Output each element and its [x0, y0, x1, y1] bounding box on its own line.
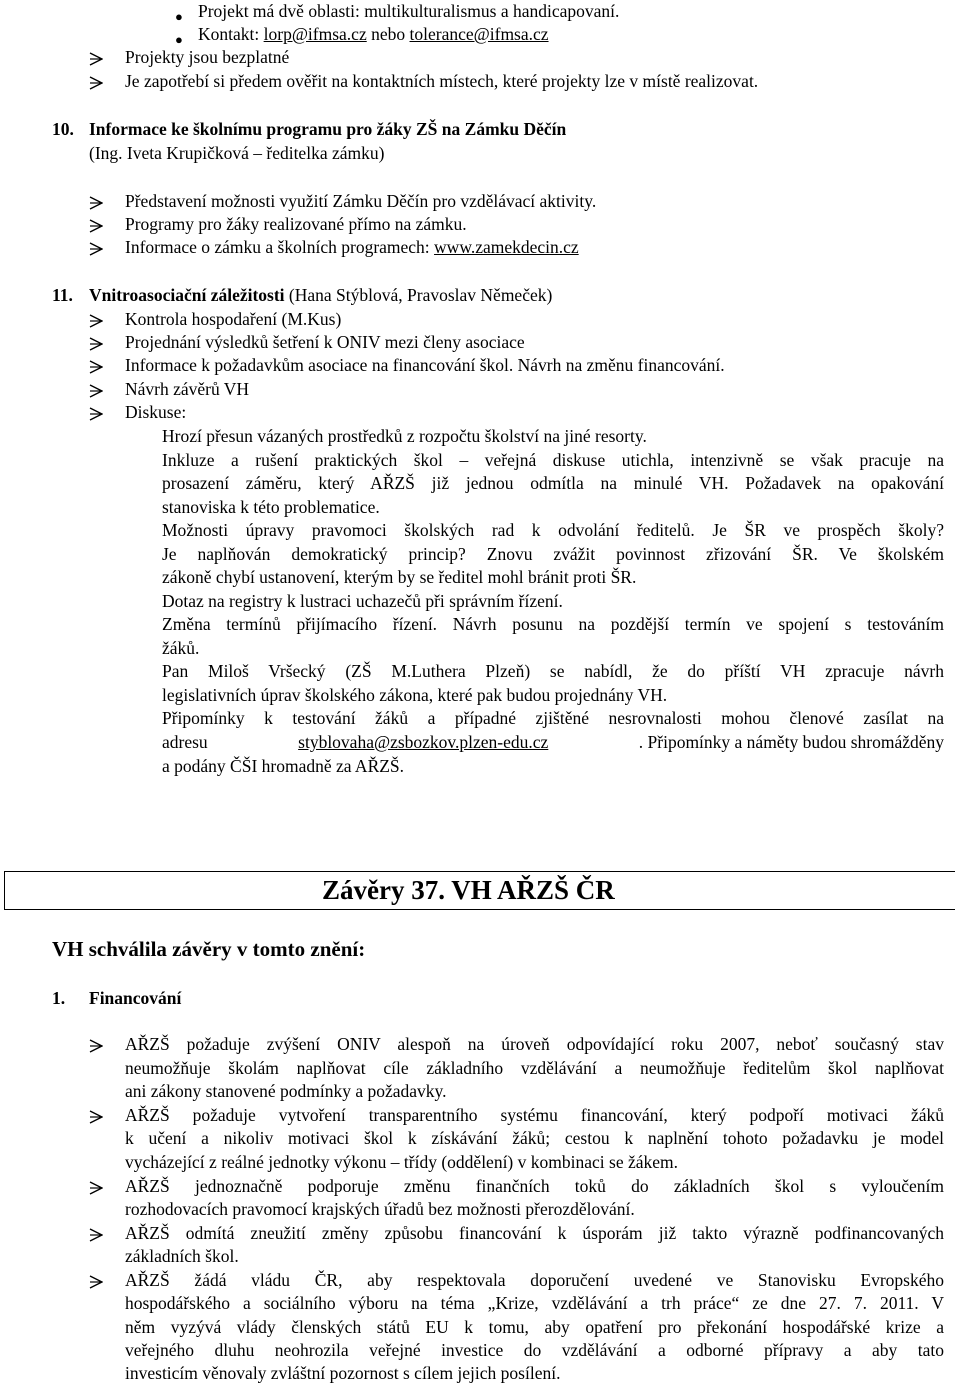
arrow-bullet-icon	[89, 219, 103, 233]
discussion-text: Hrozí přesun vázaných prostředků z rozpočtu školství na jiné resorty.	[162, 426, 647, 446]
arrow-bullet-icon	[89, 1110, 103, 1124]
contact-or: nebo	[366, 24, 410, 44]
address-suffix: . Připomínky a náměty budou shromážděny	[638, 732, 944, 752]
discussion-text	[162, 731, 944, 755]
conclusion-text: neumožňuje školám naplňovat cíle základního vzdělávání a neumožňuje ředitelům škol naplňovat	[125, 1058, 944, 1078]
address-label: adresu	[162, 732, 208, 752]
arrow-bullet-icon	[89, 360, 103, 374]
conclusion-text: AŘZŠ jednoznačně podporuje změnu finančních toků do základních škol s vyloučením	[125, 1176, 944, 1196]
conclusion-text: hospodářského a sociálního výboru na téma „Krize, vzdělávání a trh práce“ ze dne 27. 7. 2011. V	[125, 1293, 944, 1313]
conclusions-subheading: VH schválila závěry v tomto znění:	[52, 937, 366, 961]
conclusion-text: k učení a nikoliv motivaci škol k získávání žáků; cestou k naplnění tohoto požadavku je model	[125, 1128, 944, 1148]
section-11-people: (Hana Stýblová, Pravoslav Němeček)	[284, 285, 553, 305]
discussion-text: legislativních úprav školského zákona, které pak budou projednány VH.	[162, 685, 668, 705]
section-11-title: Vnitroasociační záležitosti	[89, 285, 285, 305]
discussion-text: Inkluze a rušení praktických škol – veřejná diskuse utichla, intenzivně se však pracuje na	[162, 450, 944, 470]
list-item: Návrh závěrů VH	[125, 379, 250, 399]
conclusion-text: investicím věnovaly zvláštní pozornost s cílem jejich posílení.	[125, 1363, 561, 1383]
conclusion-text: AŘZŠ požaduje vytvoření transparentního systému financování, který podpoří motivaci žáků	[125, 1105, 944, 1125]
project-areas-text: Projekt má dvě oblasti: multikulturalismus a handicapovaní.	[198, 1, 620, 21]
financing-title: Financování	[89, 988, 182, 1008]
list-item: Diskuse:	[125, 402, 187, 422]
arrow-bullet-icon	[89, 242, 103, 256]
arrow-bullet-icon	[89, 337, 103, 351]
discussion-text: Pan Miloš Vršecký (ZŠ M.Luthera Plzeň) se nabídl, že do příští VH zpracuje návrh	[162, 661, 944, 681]
conclusion-text: základních škol.	[125, 1246, 239, 1266]
arrow-bullet-icon	[89, 1275, 103, 1289]
arrow-bullet-icon	[89, 407, 103, 421]
zamek-link[interactable]: www.zamekdecin.cz	[434, 237, 579, 257]
bullet-dot: ●	[175, 9, 183, 24]
arrow-bullet-icon	[89, 384, 103, 398]
list-item: Představení možnosti využití Zámku Děčín pro vzdělávací aktivity.	[125, 191, 597, 211]
list-item: Projekty jsou bezplatné	[125, 47, 290, 67]
bullet-dot: ●	[175, 32, 183, 47]
discussion-text: žáků.	[162, 638, 200, 658]
arrow-bullet-icon	[89, 76, 103, 90]
conclusion-text: ani zákony stanovené podmínky a požadavky.	[125, 1081, 447, 1101]
conclusion-text: AŘZŠ požaduje zvýšení ONIV alespoň na úroveň odpovídající roku 2007, neboť současný stav	[125, 1034, 944, 1054]
list-item: Je zapotřebí si předem ověřit na kontaktních místech, které projekty lze v místě realizovat.	[125, 71, 759, 91]
list-item: Kontrola hospodaření (M.Kus)	[125, 309, 342, 329]
contact-label: Kontakt:	[198, 24, 264, 44]
section-10-number: 10.	[52, 119, 74, 139]
conclusion-text: vycházející z reálné jednotky výkonu – třídy (oddělení) v kombinaci se žákem.	[125, 1152, 679, 1172]
email-link-styblova[interactable]: styblovaha@zsbozkov.plzen-edu.cz	[298, 732, 549, 752]
list-item: Projednání výsledků šetření k ONIV mezi členy asociace	[125, 332, 525, 352]
conclusion-text: něm vyzývá vlády členských států EU k tomu, aby opatření pro překonání hospodářské krize a	[125, 1317, 944, 1337]
discussion-text: Změna termínů přijímacího řízení. Návrh posunu na pozdější termín ve spojení s testováním	[162, 614, 944, 634]
conclusion-text: rozhodovacích pravomocí krajských úřadů bez možnosti přerozdělování.	[125, 1199, 635, 1219]
section-10-title: Informace ke školnímu programu pro žáky ZŠ na Zámku Děčín	[89, 119, 567, 139]
discussion-text: Možnosti úpravy pravomoci školských rad k odvolání ředitelů. Je ŠR ve prospěch školy?	[162, 520, 944, 540]
arrow-bullet-icon	[89, 52, 103, 66]
list-item: Informace k požadavkům asociace na financování škol. Návrh na změnu financování.	[125, 355, 725, 375]
discussion-text: a podány ČŠI hromadně za AŘZŠ.	[162, 756, 405, 776]
discussion-text: prosazení záměru, který AŘZŠ již jednou odmítla na minulé VH. Požadavek na opakování	[162, 473, 944, 493]
discussion-text: Dotaz na registry k lustraci uchazečů při správním řízení.	[162, 591, 563, 611]
discussion-text: zákoně chybí ustanovení, kterým by se ředitel mohl bránit proti ŠR.	[162, 567, 637, 587]
section-11-heading	[89, 284, 552, 308]
email-link-lorp[interactable]: lorp@ifmsa.cz	[263, 24, 367, 44]
list-item: Programy pro žáky realizované přímo na zámku.	[125, 214, 467, 234]
arrow-bullet-icon	[89, 1181, 103, 1195]
discussion-text: stanoviska k této problematice.	[162, 497, 380, 517]
conclusion-text: AŘZŠ odmítá zneužití změny způsobu financování k úsporám již takto výrazně podfinancovaných	[125, 1223, 944, 1243]
list-item	[125, 236, 579, 260]
email-link-tolerance[interactable]: tolerance@ifmsa.cz	[409, 24, 549, 44]
discussion-text: Připomínky k testování žáků a případné zjištěné nesrovnalosti mohou členové zasílat na	[162, 708, 944, 728]
item-text: Informace o zámku a školních programech:	[125, 237, 435, 257]
arrow-bullet-icon	[89, 1039, 103, 1053]
conclusions-heading: Závěry 37. VH AŘZŠ ČR	[322, 875, 615, 905]
financing-number: 1.	[52, 988, 66, 1008]
section-11-number: 11.	[52, 285, 73, 305]
conclusion-text: veřejného dluhu neohrozila veřejné investice do vzdělávání a odborné přípravy a aby tato	[125, 1340, 944, 1360]
conclusion-text: AŘZŠ žádá vládu ČR, aby respektovala doporučení uvedené ve Stanovisku Evropského	[125, 1270, 944, 1290]
contact-line	[198, 23, 549, 47]
discussion-text: Je naplňován demokratický princip? Znovu zvážit povinnost zřizování ŠR. Ve školském	[162, 544, 944, 564]
arrow-bullet-icon	[89, 1228, 103, 1242]
section-10-subtitle: (Ing. Iveta Krupičková – ředitelka zámku)	[89, 143, 385, 163]
arrow-bullet-icon	[89, 314, 103, 328]
arrow-bullet-icon	[89, 196, 103, 210]
